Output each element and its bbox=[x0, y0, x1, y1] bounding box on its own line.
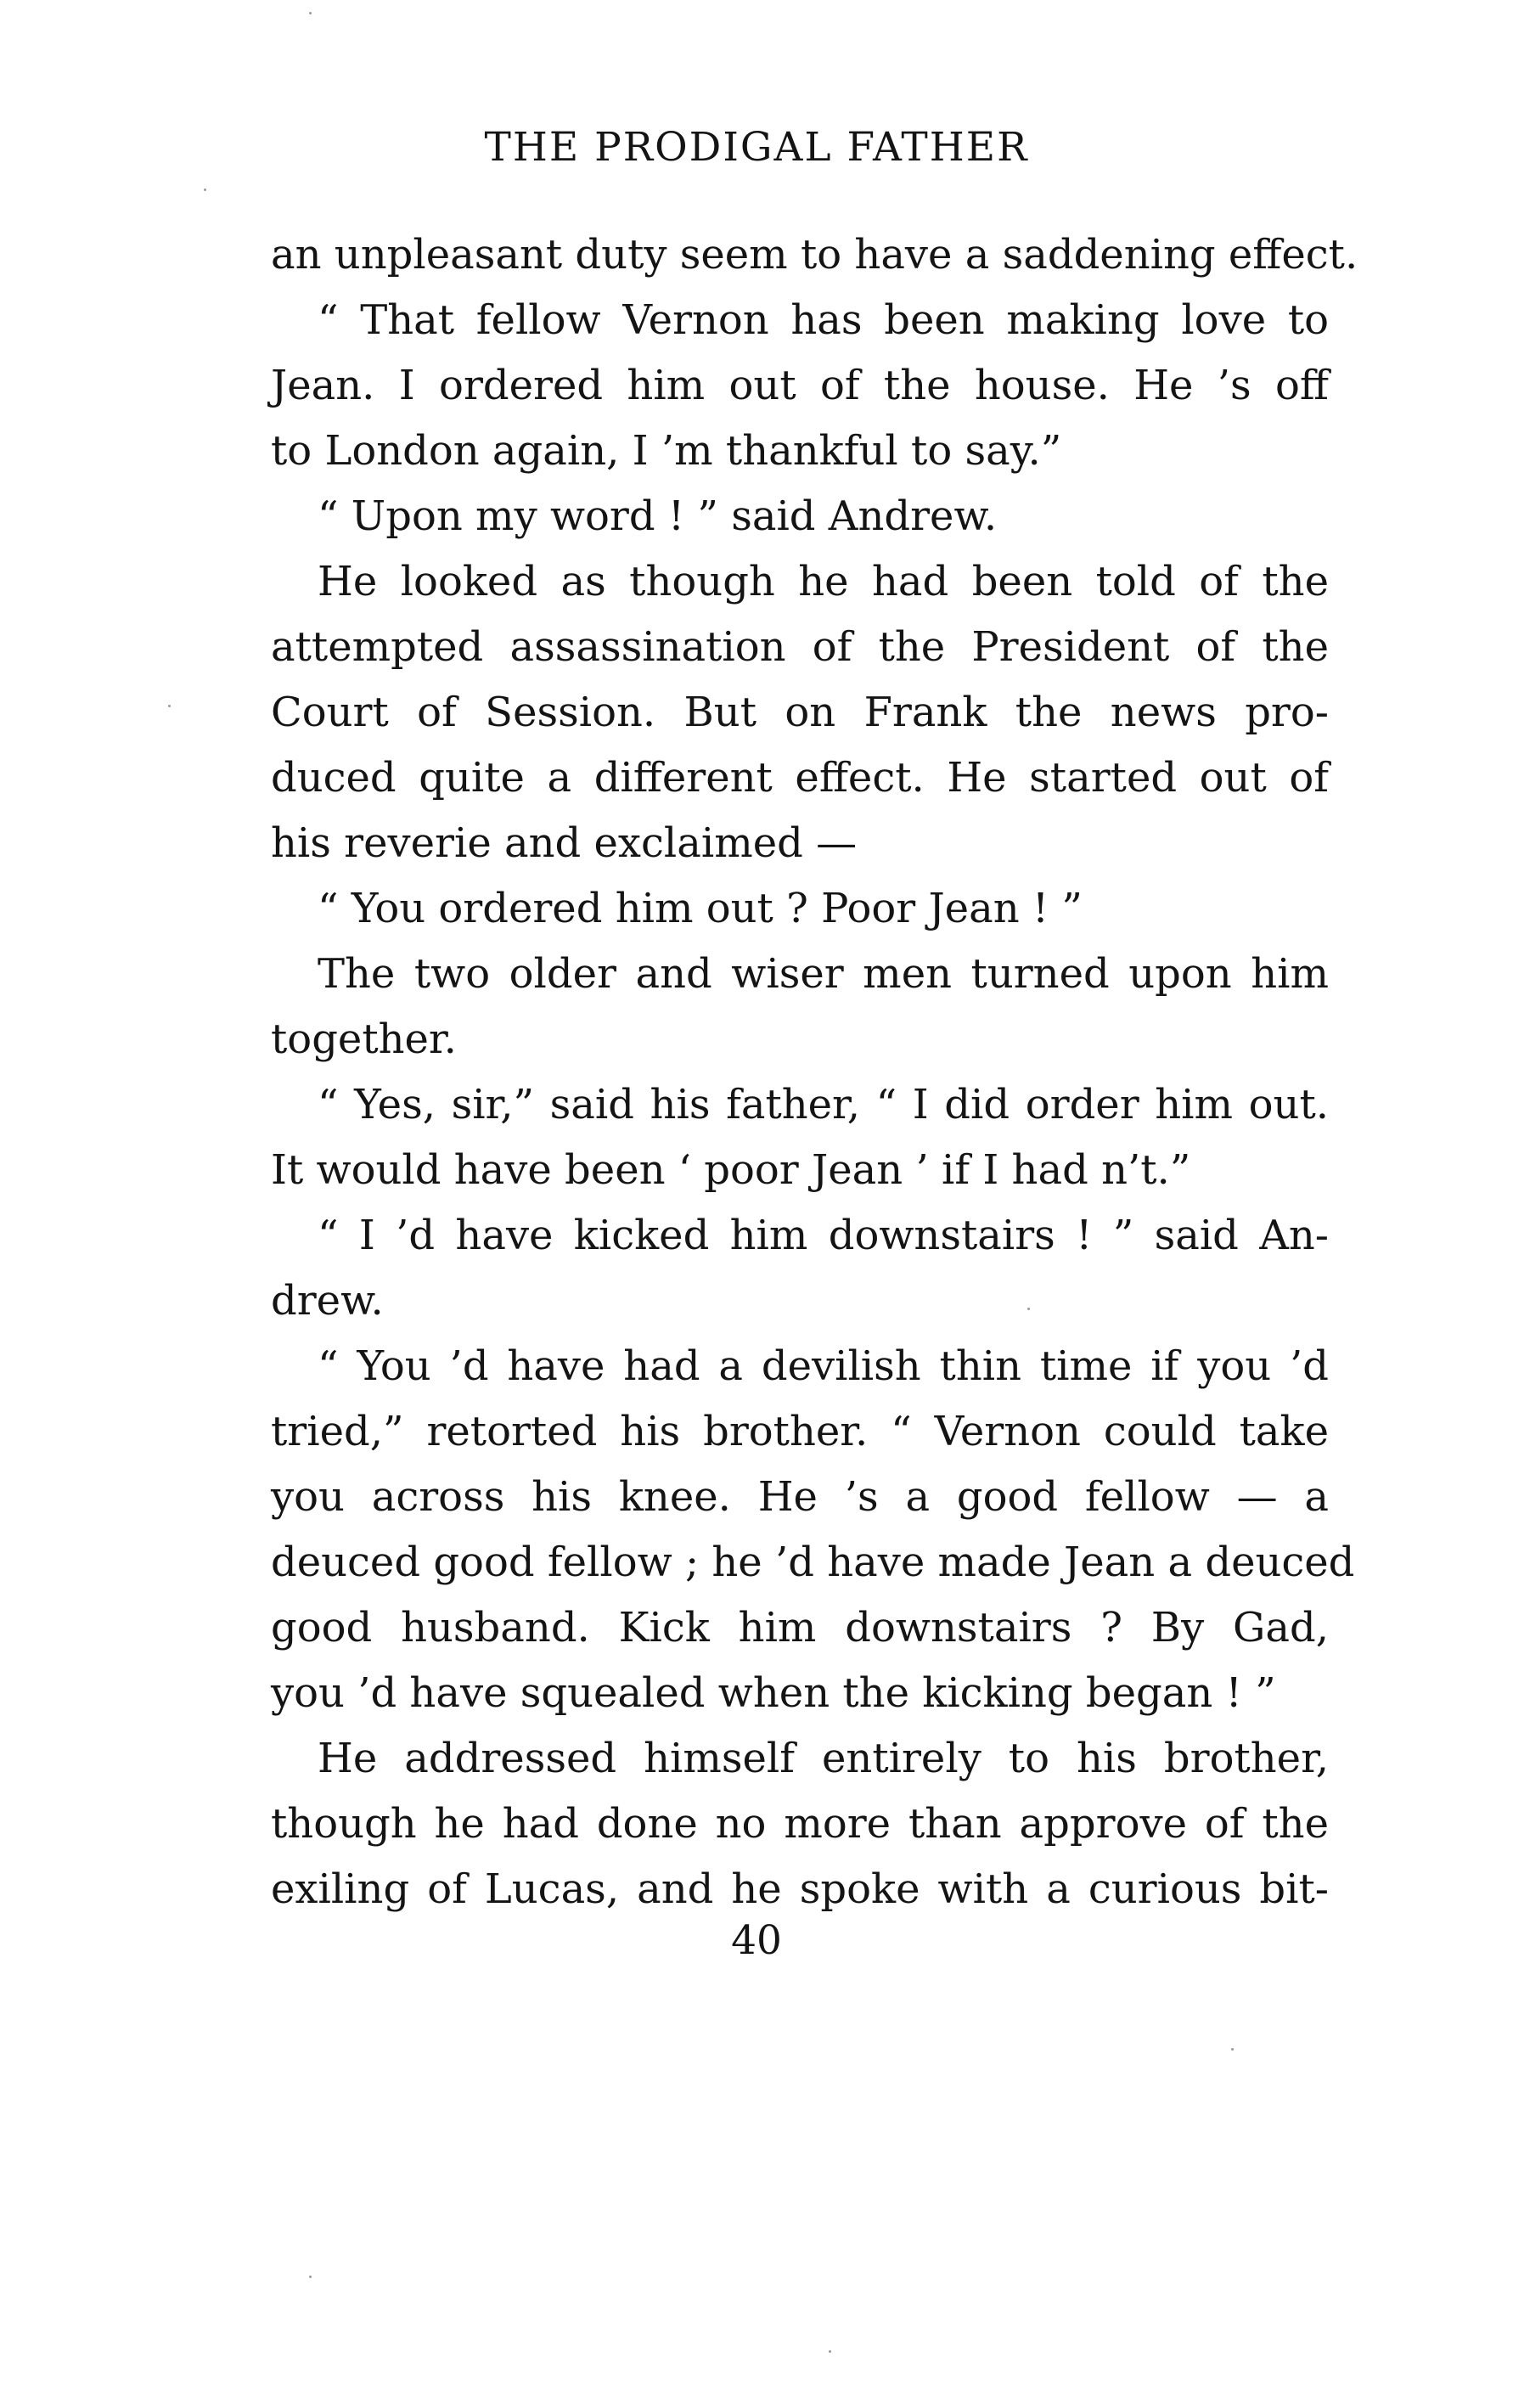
text-line: duced quite a different effect. He started out of bbox=[271, 754, 1329, 802]
text-line: attempted assassination of the President of the bbox=[271, 623, 1329, 671]
text-line: He addressed himself entirely to his brother, bbox=[318, 1735, 1329, 1782]
text-line: tried,” retorted his brother. “ Vernon could take bbox=[271, 1408, 1329, 1455]
text-line: you across his knee. He ’s a good fellow — a bbox=[271, 1473, 1329, 1521]
paper-speck bbox=[204, 188, 206, 191]
text-line: “ I ’d have kicked him downstairs ! ” said An- bbox=[318, 1212, 1329, 1259]
text-line: “ Upon my word ! ” said Andrew. bbox=[318, 492, 998, 540]
text-line: together. bbox=[271, 1016, 457, 1063]
text-line: It would have been ‘ poor Jean ’ if I had n’t.” bbox=[271, 1146, 1191, 1194]
text-line: The two older and wiser men turned upon him bbox=[318, 950, 1329, 998]
paper-speck bbox=[1231, 2048, 1234, 2051]
text-line: his reverie and exclaimed — bbox=[271, 819, 858, 867]
body-text bbox=[271, 222, 1358, 1922]
paper-speck bbox=[309, 12, 312, 14]
text-line: He looked as though he had been told of the bbox=[318, 558, 1329, 605]
text-line: you ’d have squealed when the kicking began ! ” bbox=[271, 1669, 1276, 1717]
paper-speck bbox=[309, 2276, 312, 2278]
running-title: THE PRODIGAL FATHER bbox=[484, 124, 1029, 171]
text-line: “ Yes, sir,” said his father, “ I did order him out. bbox=[318, 1081, 1329, 1128]
text-line: though he had done no more than approve of the bbox=[271, 1800, 1329, 1848]
text-line: deuced good fellow ; he ’d have made Jean a deuced bbox=[271, 1539, 1355, 1586]
page-number: 40 bbox=[731, 1917, 782, 1964]
text-line: Jean. I ordered him out of the house. He ’s off bbox=[271, 362, 1329, 409]
text-line: good husband. Kick him downstairs ? By Gad, bbox=[271, 1604, 1329, 1651]
text-line: “ You ’d have had a devilish thin time if you ’d bbox=[318, 1342, 1329, 1390]
text-line: “ You ordered him out ? Poor Jean ! ” bbox=[318, 885, 1083, 932]
text-line: drew. bbox=[271, 1277, 384, 1325]
paper-speck bbox=[829, 2350, 831, 2353]
paper-speck bbox=[1027, 1308, 1030, 1310]
paper-speck bbox=[168, 705, 171, 707]
text-line: an unpleasant duty seem to have a saddening effect. bbox=[271, 231, 1358, 278]
text-line: Court of Session. But on Frank the news pro- bbox=[271, 689, 1329, 736]
text-line: to London again, I ’m thankful to say.” bbox=[271, 427, 1062, 475]
text-line: exiling of Lucas, and he spoke with a curious bit- bbox=[271, 1865, 1329, 1913]
text-line: “ That fellow Vernon has been making love to bbox=[318, 296, 1329, 344]
